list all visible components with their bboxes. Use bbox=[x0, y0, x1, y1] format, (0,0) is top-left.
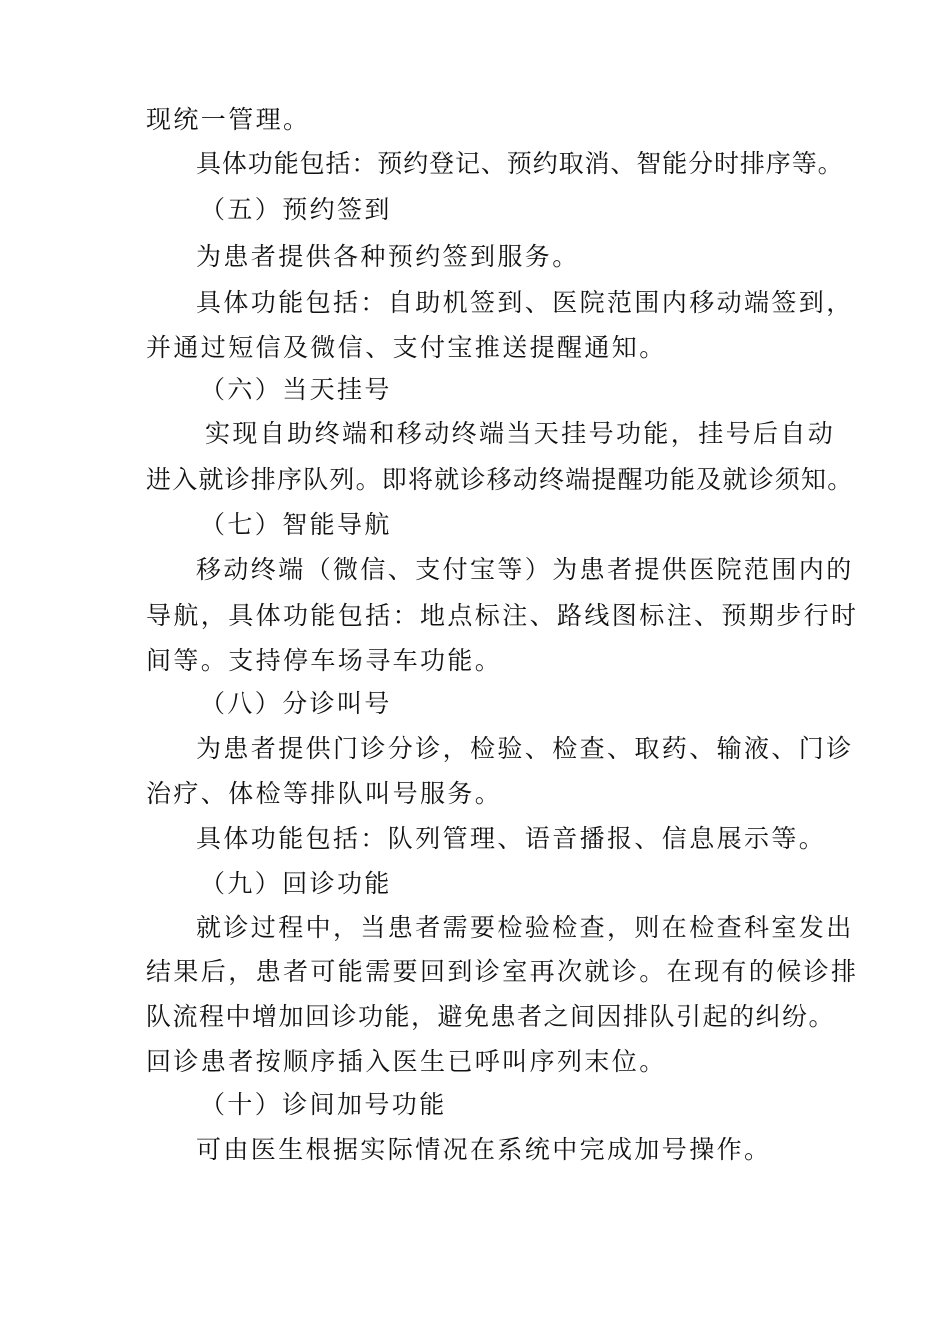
body-line: 具体功能包括：队列管理、语音播报、信息展示等。 bbox=[196, 824, 827, 853]
body-line: 回诊患者按顺序插入医生已呼叫序列末位。 bbox=[146, 1047, 667, 1076]
section-heading: （八）分诊叫号 bbox=[200, 689, 392, 718]
body-line: 具体功能包括：预约登记、预约取消、智能分时排序等。 bbox=[196, 149, 844, 178]
body-line: 间等。支持停车场寻车功能。 bbox=[146, 646, 503, 675]
body-line: 治疗、体检等排队叫号服务。 bbox=[146, 779, 503, 808]
body-line: 实现自助终端和移动终端当天挂号功能，挂号后自动 bbox=[205, 419, 836, 448]
body-line: 移动终端（微信、支付宝等）为患者提供医院范围内的 bbox=[196, 555, 854, 584]
body-line: 并通过短信及微信、支付宝推送提醒通知。 bbox=[146, 333, 667, 362]
body-line: 就诊过程中，当患者需要检验检查，则在检查科室发出 bbox=[196, 913, 854, 942]
section-heading: （十）诊间加号功能 bbox=[200, 1090, 447, 1119]
body-line: 队流程中增加回诊功能，避免患者之间因排队引起的纠纷。 bbox=[146, 1002, 836, 1031]
body-line: 为患者提供各种预约签到服务。 bbox=[196, 242, 580, 271]
section-heading: （五）预约签到 bbox=[200, 195, 392, 224]
body-line: 结果后，患者可能需要回到诊室再次就诊。在现有的候诊排 bbox=[146, 957, 859, 986]
body-line: 为患者提供门诊分诊，检验、检查、取药、输液、门诊 bbox=[196, 734, 854, 763]
body-line: 现统一管理。 bbox=[146, 105, 311, 134]
section-heading: （七）智能导航 bbox=[200, 510, 392, 539]
body-line: 可由医生根据实际情况在系统中完成加号操作。 bbox=[196, 1135, 772, 1164]
body-line: 具体功能包括：自助机签到、医院范围内移动端签到， bbox=[196, 288, 854, 317]
body-line: 导航，具体功能包括：地点标注、路线图标注、预期步行时 bbox=[146, 601, 859, 630]
section-heading: （九）回诊功能 bbox=[200, 869, 392, 898]
section-heading: （六）当天挂号 bbox=[200, 375, 392, 404]
body-line: 进入就诊排序队列。即将就诊移动终端提醒功能及就诊须知。 bbox=[146, 465, 854, 494]
